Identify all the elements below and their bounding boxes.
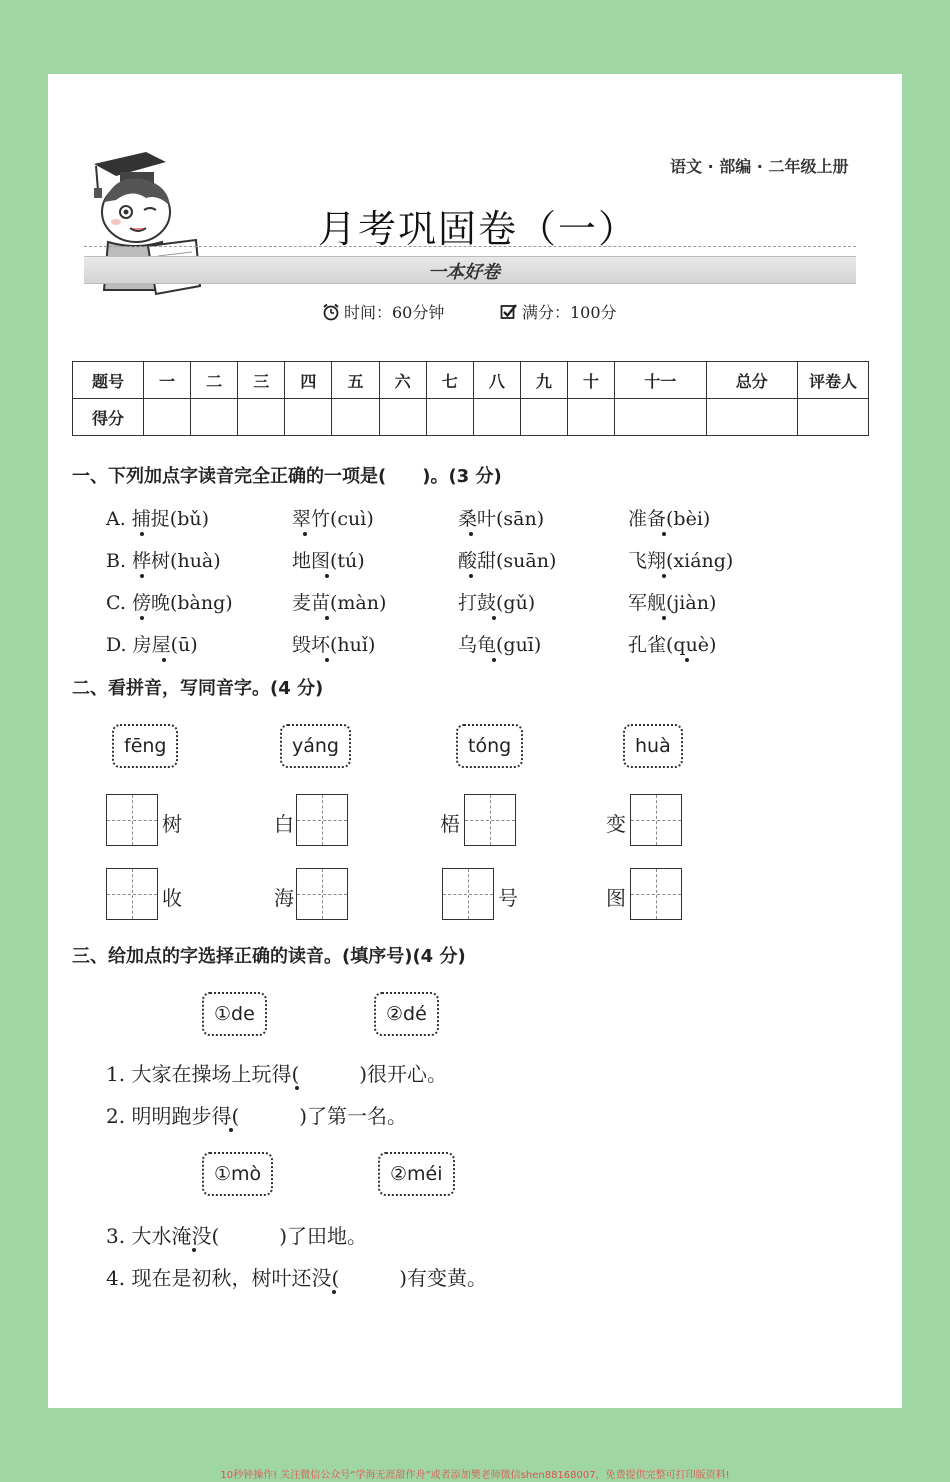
option-d-2: 毁坏(huǐ) <box>292 634 376 656</box>
emphasis-dot <box>140 532 144 536</box>
emphasis-dot <box>229 1128 233 1132</box>
emphasis-dot <box>303 532 307 536</box>
pinyin-box: huà <box>623 724 683 768</box>
full-score-text: 满分：100分 <box>522 303 617 322</box>
option-d-1: D. 房屋(ū) <box>106 634 198 656</box>
pinyin-box: fēng <box>112 724 178 768</box>
table-cell: 五 <box>332 362 379 399</box>
option-b-4: 飞翔(xiáng) <box>628 550 734 572</box>
table-cell: 评卷人 <box>798 362 869 399</box>
table-cell: 八 <box>473 362 520 399</box>
writing-grid[interactable] <box>442 868 494 920</box>
reading-choice-box: ①de <box>202 992 267 1036</box>
option-a-2: 翠竹(cuì) <box>292 508 374 530</box>
table-cell: 四 <box>285 362 332 399</box>
option-a-3: 桑叶(sān) <box>458 508 545 530</box>
word-char: 海 <box>274 886 294 910</box>
reading-choice-box: ②dé <box>374 992 439 1036</box>
footer-notice: 10秒钟操作! 关注微信公众号“学海无涯甜作舟”或者添加樊老师微信shen88168007，免费提供完整可打印版资料! <box>220 1470 730 1481</box>
writing-grid[interactable] <box>464 794 516 846</box>
score-cell[interactable] <box>798 399 869 436</box>
option-c-2: 麦苗(màn) <box>292 592 387 614</box>
emphasis-dot <box>140 574 144 578</box>
option-b-3: 酸甜(suān) <box>458 550 557 572</box>
score-cell[interactable] <box>144 399 191 436</box>
score-table <box>72 361 869 436</box>
section3-heading: 三、给加点的字选择正确的读音。(填序号)(4 分) <box>72 946 466 967</box>
option-c-4: 军舰(jiàn) <box>628 592 717 614</box>
writing-grid[interactable] <box>630 794 682 846</box>
page-title: 月考巩固卷（一） <box>318 207 639 251</box>
emphasis-dot <box>492 616 496 620</box>
table-cell: 九 <box>520 362 567 399</box>
emphasis-dot <box>325 658 329 662</box>
emphasis-dot <box>662 616 666 620</box>
alarm-clock-icon <box>322 303 340 321</box>
writing-grid[interactable] <box>296 868 348 920</box>
divider <box>84 246 856 247</box>
option-b-2: 地图(tú) <box>292 550 365 572</box>
option-a-4: 准备(bèi) <box>628 508 711 530</box>
full-score-info <box>500 300 617 323</box>
score-cell[interactable] <box>379 399 426 436</box>
word-char: 号 <box>498 886 518 910</box>
option-d-3: 乌龟(guī) <box>458 634 542 656</box>
score-cell[interactable] <box>706 399 798 436</box>
emphasis-dot <box>662 532 666 536</box>
section1-heading: 一、下列加点字读音完全正确的一项是( )。(3 分) <box>72 466 502 487</box>
score-cell[interactable] <box>426 399 473 436</box>
emphasis-dot <box>662 574 666 578</box>
score-cell[interactable] <box>520 399 567 436</box>
word-char: 树 <box>162 812 182 836</box>
table-cell: 题号 <box>73 362 144 399</box>
score-cell[interactable] <box>567 399 614 436</box>
exam-paper <box>48 74 902 1408</box>
writing-grid[interactable] <box>106 794 158 846</box>
sentence-1: 1. 大家在操场上玩得( )很开心。 <box>106 1062 448 1086</box>
emphasis-dot <box>325 574 329 578</box>
table-cell: 一 <box>144 362 191 399</box>
score-table-score-row <box>73 399 869 436</box>
brand-label: 一本好卷 <box>428 262 500 283</box>
time-info <box>322 300 444 323</box>
section2-heading: 二、看拼音，写同音字。(4 分) <box>72 678 324 699</box>
word-char: 梧 <box>440 812 460 836</box>
table-cell: 得分 <box>73 399 144 436</box>
table-cell: 七 <box>426 362 473 399</box>
option-c-1: C. 傍晚(bàng) <box>106 592 233 614</box>
emphasis-dot <box>492 658 496 662</box>
pinyin-box: yáng <box>280 724 351 768</box>
option-b-1: B. 桦树(huà) <box>106 550 221 572</box>
emphasis-dot <box>162 658 166 662</box>
option-c-3: 打鼓(gǔ) <box>458 592 536 614</box>
word-char: 变 <box>606 812 626 836</box>
emphasis-dot <box>192 1248 196 1252</box>
table-cell: 总分 <box>706 362 798 399</box>
reading-choice-box: ①mò <box>202 1152 273 1196</box>
emphasis-dot <box>140 616 144 620</box>
table-cell: 十 <box>567 362 614 399</box>
sentence-3: 3. 大水淹没( )了田地。 <box>106 1224 368 1248</box>
table-cell: 二 <box>191 362 238 399</box>
score-cell[interactable] <box>285 399 332 436</box>
sentence-4: 4. 现在是初秋，树叶还没( )有变黄。 <box>106 1266 488 1290</box>
table-cell: 六 <box>379 362 426 399</box>
word-char: 图 <box>606 886 626 910</box>
writing-grid[interactable] <box>106 868 158 920</box>
option-d-4: 孔雀(què) <box>628 634 717 656</box>
time-text: 时间：60分钟 <box>344 303 445 322</box>
sentence-2: 2. 明明跑步得( )了第一名。 <box>106 1104 408 1128</box>
score-cell[interactable] <box>615 399 706 436</box>
table-cell: 三 <box>238 362 285 399</box>
score-cell[interactable] <box>332 399 379 436</box>
writing-grid[interactable] <box>630 868 682 920</box>
emphasis-dot <box>469 574 473 578</box>
word-char: 白 <box>274 812 294 836</box>
emphasis-dot <box>325 616 329 620</box>
score-table-header-row <box>73 362 869 399</box>
table-cell: 十一 <box>615 362 706 399</box>
subject-label: 语文 · 部编 · 二年级上册 <box>670 157 849 176</box>
emphasis-dot <box>685 658 689 662</box>
score-cell[interactable] <box>473 399 520 436</box>
checkbox-icon <box>500 303 518 321</box>
emphasis-dot <box>469 532 473 536</box>
writing-grid[interactable] <box>296 794 348 846</box>
score-cell[interactable] <box>238 399 285 436</box>
word-char: 收 <box>162 886 182 910</box>
emphasis-dot <box>295 1086 299 1090</box>
emphasis-dot <box>332 1290 336 1294</box>
score-cell[interactable] <box>191 399 238 436</box>
pinyin-box: tóng <box>456 724 523 768</box>
reading-choice-box: ②méi <box>378 1152 455 1196</box>
option-a-1: A. 捕捉(bǔ) <box>106 508 210 530</box>
